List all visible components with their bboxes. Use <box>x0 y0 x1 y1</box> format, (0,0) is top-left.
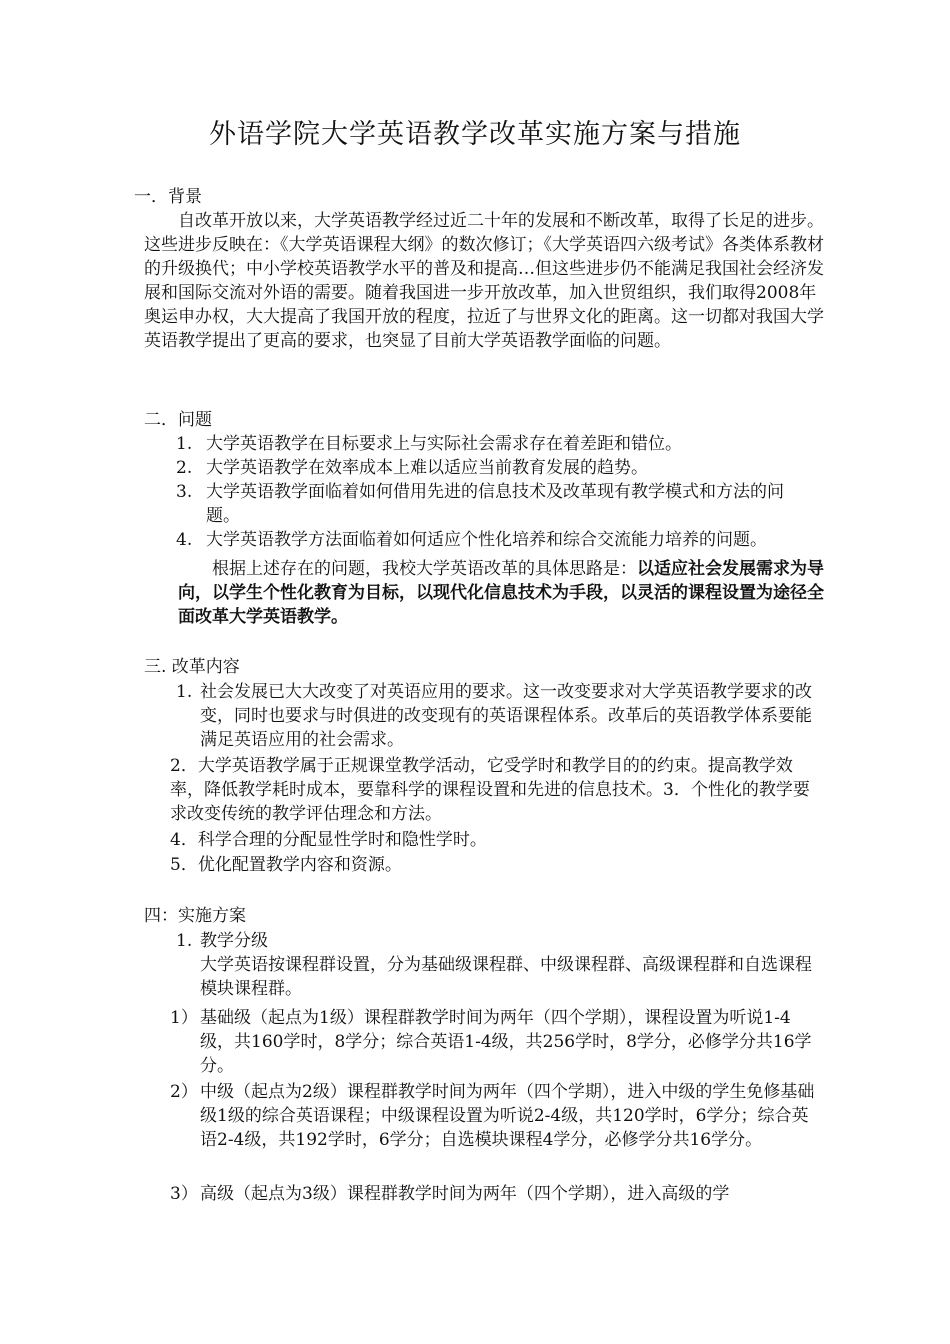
level-item-intermediate <box>170 1080 820 1152</box>
section-heading-implementation: 四：实施方案 <box>144 906 246 926</box>
reform-item-5: 5．优化配置教学内容和资源。 <box>170 855 402 875</box>
list-item <box>176 456 836 480</box>
reform-item-4: 4．科学合理的分配显性学时和隐性学时。 <box>170 830 487 850</box>
list-number: 3. <box>176 482 193 502</box>
reform-idea-paragraph <box>178 557 828 629</box>
list-number: 2） <box>170 1082 198 1102</box>
list-number: 1） <box>170 1008 198 1028</box>
section-heading-background: 一．背景 <box>134 187 202 207</box>
list-number: 1. <box>176 682 193 702</box>
section-heading-problems: 二．问题 <box>144 410 212 430</box>
list-text: 社会发展已大大改变了对英语应用的要求。这一改变要求对大学英语教学要求的改变，同时也要求与时俱进的改变现有的英语课程体系。改革后的英语教学体系要能满足英语应用的社会需求。 <box>200 682 812 750</box>
level-item-basic <box>170 1006 820 1078</box>
section-heading-reform-content: 三. 改革内容 <box>144 657 240 677</box>
list-text: 高级（起点为3级）课程群教学时间为两年（四个学期），进入高级的学 <box>200 1184 730 1204</box>
reform-idea-intro: 根据上述存在的问题，我校大学英语改革的具体思路是： <box>212 559 637 579</box>
reform-idea-emphasis: 以适应社会发展需求为导向，以学生个性化教育为目标，以现代化信息技术为手段，以灵活的课程设置为途径全面改革大学英语教学。 <box>178 559 824 627</box>
list-text: 中级（起点为2级）课程群教学时间为两年（四个学期），进入中级的学生免修基础级1级的综合英语课程；中级课程设置为听说2-4级，共120学时，6学分；综合英语2-4级，共192学时，6学分；自选模块课程4学分，必修学分共16学分。 <box>200 1082 815 1150</box>
list-number: 1. <box>176 931 193 951</box>
list-text: 基础级（起点为1级）课程群教学时间为两年（四个学期），课程设置为听说1-4级，共160学时，8学分；综合英语1-4级，共256学时，8学分，必修学分共16学分。 <box>200 1008 812 1076</box>
list-number: 4. <box>176 530 193 550</box>
list-text: 大学英语教学在效率成本上难以适应当前教育发展的趋势。 <box>206 458 648 478</box>
document-title: 外语学院大学英语教学改革实施方案与措施 <box>209 119 741 150</box>
list-number: 3） <box>170 1184 198 1204</box>
teaching-levels-text: 大学英语按课程群设置，分为基础级课程群、中级课程群、高级课程群和自选课程模块课程群。 <box>200 955 812 999</box>
teaching-levels-block <box>176 929 826 1001</box>
level-item-advanced <box>170 1182 820 1206</box>
list-item <box>176 528 836 552</box>
list-number: 2. <box>176 458 193 478</box>
teaching-levels-label: 教学分级 <box>200 931 268 951</box>
list-number: 1. <box>176 434 193 454</box>
reform-item-2: 2．大学英语教学属于正规课堂教学活动，它受学时和教学目的的约束。提高教学效率，降低教学耗时成本，要靠科学的课程设置和先进的信息技术。3．个性化的教学要求改变传统的教学评估理念和方法。 <box>170 756 810 824</box>
list-text: 大学英语教学方法面临着如何适应个性化培养和综合交流能力培养的问题。 <box>206 530 767 550</box>
background-paragraph: 自改革开放以来，大学英语教学经过近二十年的发展和不断改革，取得了长足的进步。这些进步反映在：《大学英语课程大纲》的数次修订；《大学英语四六级考试》各类体系教材的升级换代；中小学校英语教学水平的普及和提高…但这些进步仍不能满足我国社会经济发展和国际交流对外语的需要。随着我国进一步开放改革，加入世贸组织，我们取得2008年奥运申办权，大大提高了我国开放的程度，拉近了与世界文化的距离。这一切都对我国大学英语教学提出了更高的要求，也突显了目前大学英语教学面临的问题。 <box>144 211 824 351</box>
list-item <box>176 432 836 456</box>
list-text: 大学英语教学在目标要求上与实际社会需求存在着差距和错位。 <box>206 434 682 454</box>
list-text: 大学英语教学面临着如何借用先进的信息技术及改革现有教学模式和方法的问题。 <box>206 482 784 526</box>
reform-item-1 <box>176 680 826 752</box>
problems-list <box>176 432 836 552</box>
list-item <box>176 480 816 528</box>
